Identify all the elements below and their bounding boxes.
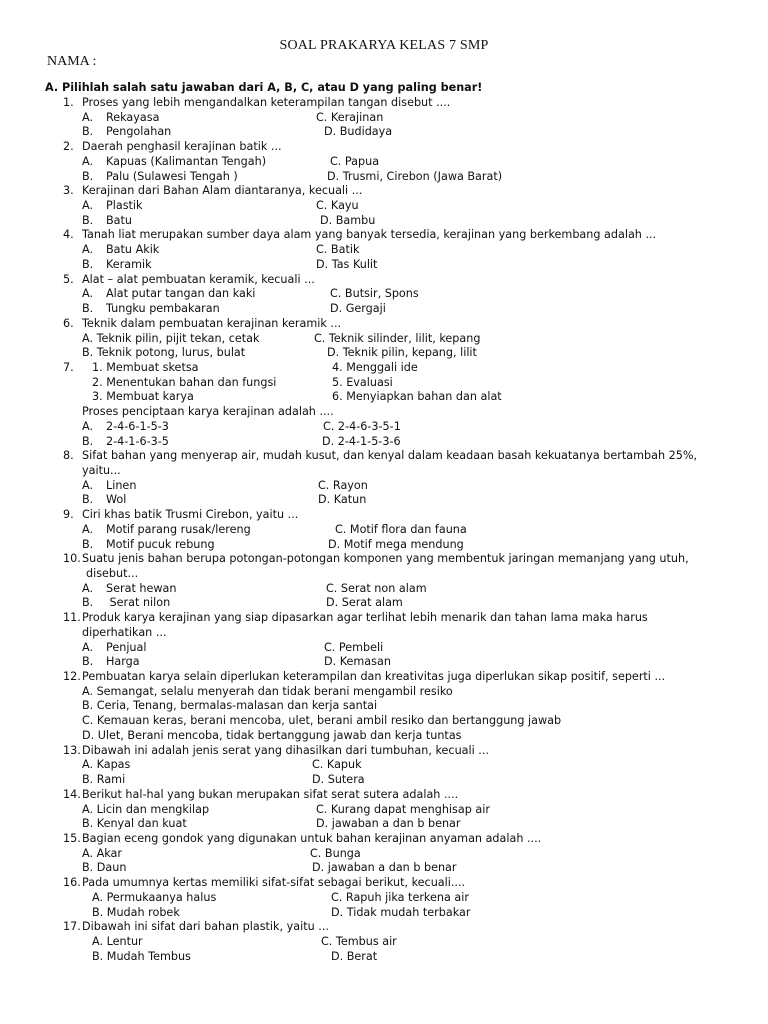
options-row <box>0 243 768 258</box>
option-d: D. Sutera <box>312 773 365 787</box>
option-a: A. Motif parang rusak/lereng <box>82 522 251 536</box>
option-b: B. Batu <box>82 213 133 227</box>
options-row <box>0 950 768 965</box>
option-b: B. Mudah robek <box>92 905 180 919</box>
option-b: B. Rami <box>82 773 126 787</box>
question-number: 14. <box>63 787 81 801</box>
option-a: A. Kapuas (Kalimantan Tengah) <box>82 154 267 168</box>
steps-row <box>0 376 768 391</box>
option-c: C. 2-4-6-3-5-1 <box>323 419 401 433</box>
question-number: 12. <box>63 670 81 684</box>
options-row <box>0 523 768 538</box>
question-number: 13. <box>63 743 81 757</box>
question-number: 16. <box>63 876 81 890</box>
options-row <box>0 420 768 435</box>
question-text-cont: yaitu... <box>82 463 121 477</box>
option-c: C. Kemauan keras, berani mencoba, ulet, berani ambil resiko dan bertanggung jawab <box>82 714 562 728</box>
step-6: 6. Menyiapkan bahan dan alat <box>332 390 502 404</box>
question-4 <box>0 228 768 243</box>
options-row <box>0 847 768 862</box>
option-d: D. Budidaya <box>324 125 393 139</box>
options-row <box>0 641 768 656</box>
options-row <box>0 199 768 214</box>
question-2 <box>0 140 768 155</box>
option-a: A. Penjual <box>82 640 147 654</box>
option-c: C. Batik <box>316 243 360 257</box>
option-a: A. Batu Akik <box>82 243 160 257</box>
option-d: D. jawaban a dan b benar <box>312 861 457 875</box>
question-1 <box>0 96 768 111</box>
option-d: D. Bambu <box>320 213 376 227</box>
option-b: B. Kenyal dan kuat <box>82 817 187 831</box>
options-row <box>0 935 768 950</box>
option-c: C. Butsir, Spons <box>330 287 419 301</box>
options-row <box>0 655 768 670</box>
question-text: Daerah penghasil kerajinan batik ... <box>82 140 282 154</box>
option-c: C. Rapuh jika terkena air <box>331 890 469 904</box>
question-number: 10. <box>63 552 81 566</box>
options-row <box>0 758 768 773</box>
option-b: B. Mudah Tembus <box>92 949 191 963</box>
options-row <box>0 582 768 597</box>
question-text: Tanah liat merupakan sumber daya alam yang banyak tersedia, kerajinan yang berkembang adalah ... <box>82 228 657 242</box>
options-row <box>0 125 768 140</box>
steps-row <box>0 390 768 405</box>
option-b: B. Palu (Sulawesi Tengah ) <box>82 169 238 183</box>
question-text: Bagian eceng gondok yang digunakan untuk bahan kerajinan anyaman adalah .... <box>82 831 542 845</box>
question-15 <box>0 832 768 847</box>
options-row <box>0 906 768 921</box>
options-row <box>0 493 768 508</box>
option-b: B. Tungku pembakaran <box>82 302 220 316</box>
question-text: Alat – alat pembuatan keramik, kecuali ... <box>82 272 315 286</box>
option-b: B. Pengolahan <box>82 125 172 139</box>
options-row <box>0 170 768 185</box>
options-row <box>0 435 768 450</box>
options-row <box>0 258 768 273</box>
question-12 <box>0 670 768 685</box>
options-row <box>0 538 768 553</box>
option-b: B. Motif pucuk rebung <box>82 537 215 551</box>
option-a: A. Akar <box>82 846 122 860</box>
option-d: D. Ulet, Berani mencoba, tidak bertanggung jawab dan kerja tuntas <box>82 728 462 742</box>
option-d: D. Berat <box>331 949 378 963</box>
section-heading: A. Pilihlah salah satu jawaban dari A, B, C, atau D yang paling benar! <box>45 81 483 94</box>
option-d: D. Tas Kulit <box>316 257 378 271</box>
option-a: A. Teknik pilin, pijit tekan, cetak <box>82 331 260 345</box>
options-row <box>0 596 768 611</box>
options-row <box>0 302 768 317</box>
options-row <box>0 817 768 832</box>
question-number: 9. <box>63 508 74 522</box>
question-text: Produk karya kerajinan yang siap dipasarkan agar terlihat lebih menarik dan tahan lama maka harus <box>82 611 648 625</box>
options-row <box>0 891 768 906</box>
options-row <box>0 803 768 818</box>
step-2: 2. Menentukan bahan dan fungsi <box>92 375 277 389</box>
question-3 <box>0 184 768 199</box>
question-text: Proses yang lebih mengandalkan keterampilan tangan disebut .... <box>82 96 451 109</box>
question-text-row <box>0 405 768 420</box>
question-text: Sifat bahan yang menyerap air, mudah kusut, dan kenyal dalam keadaan basah kekuatanya bertambah 25%, <box>82 449 698 463</box>
question-list <box>0 81 768 964</box>
option-a: A. Serat hewan <box>82 581 177 595</box>
option-a: A. Permukaanya halus <box>92 890 217 904</box>
step-4: 4. Menggali ide <box>332 360 418 374</box>
question-text: Dibawah ini adalah jenis serat yang dihasilkan dari tumbuhan, kecuali ... <box>82 743 489 757</box>
question-number: 17. <box>63 920 81 934</box>
question-text: Kerajinan dari Bahan Alam diantaranya, kecuali ... <box>82 184 363 198</box>
option-c: C. Pembeli <box>324 640 384 654</box>
question-14 <box>0 788 768 803</box>
question-number: 5. <box>63 272 74 286</box>
question-6 <box>0 317 768 332</box>
question-text: Ciri khas batik Trusmi Cirebon, yaitu ... <box>82 508 299 522</box>
option-c: C. Motif flora dan fauna <box>335 522 467 536</box>
question-number: 7. <box>63 360 74 374</box>
question-8 <box>0 449 768 464</box>
question-text: Pembuatan karya selain diperlukan keterampilan dan kreativitas juga diperlukan sikap positif, seperti ... <box>82 670 666 684</box>
option-d: D. Trusmi, Cirebon (Jawa Barat) <box>327 169 503 183</box>
option-a: A. Rekayasa <box>82 110 160 124</box>
option-c: C. Rayon <box>318 478 368 492</box>
question-5 <box>0 273 768 288</box>
question-text: Suatu jenis bahan berupa potongan-potongan komponen yang membentuk jaringan memanjang yang utuh, <box>82 552 689 566</box>
option-a: A. Linen <box>82 478 137 492</box>
step-1: 1. Membuat sketsa <box>92 360 199 374</box>
question-number: 15. <box>63 831 81 845</box>
option-b: B. Daun <box>82 861 127 875</box>
options-row <box>0 287 768 302</box>
question-9 <box>0 508 768 523</box>
question-10 <box>0 552 768 567</box>
options-row <box>0 773 768 788</box>
option-d: D. 2-4-1-5-3-6 <box>322 434 401 448</box>
option-b: B. Keramik <box>82 257 152 271</box>
question-text: Dibawah ini sifat dari bahan plastik, yaitu ... <box>82 920 329 934</box>
question-17 <box>0 920 768 935</box>
option-a: A. 2-4-6-1-5-3 <box>82 419 169 433</box>
question-number: 1. <box>63 96 74 109</box>
question-number: 6. <box>63 316 74 330</box>
question-text-cont: diperhatikan ... <box>82 625 167 639</box>
question-text: Teknik dalam pembuatan kerajinan keramik ... <box>82 316 342 330</box>
question-number: 4. <box>63 228 74 242</box>
question-number: 11. <box>63 611 81 625</box>
step-5: 5. Evaluasi <box>332 375 393 389</box>
option-d: D. Katun <box>318 493 367 507</box>
option-b: B. Ceria, Tenang, bermalas-malasan dan kerja santai <box>82 699 378 713</box>
option-c: C. Teknik silinder, lilit, kepang <box>314 331 481 345</box>
option-b: B. 2-4-1-6-3-5 <box>82 434 169 448</box>
options-row <box>0 332 768 347</box>
option-c: C. Kurang dapat menghisap air <box>316 802 490 816</box>
option-d: D. jawaban a dan b benar <box>316 817 461 831</box>
option-a: A. Plastik <box>82 199 143 213</box>
page-title: SOAL PRAKARYA KELAS 7 SMP <box>279 38 489 53</box>
option-a: A. Lentur <box>92 934 143 948</box>
question-text-cont: disebut... <box>86 567 139 580</box>
question-13 <box>0 744 768 759</box>
options-row <box>0 861 768 876</box>
question-text: Proses penciptaan karya kerajinan adalah .... <box>82 405 334 419</box>
option-c: C. Papua <box>330 154 380 168</box>
options-row <box>0 346 768 361</box>
option-d: D. Kemasan <box>324 655 391 669</box>
option-c: C. Bunga <box>310 846 361 860</box>
option-a: A. Semangat, selalu menyerah dan tidak berani mengambil resiko <box>82 684 453 698</box>
step-3: 3. Membuat karya <box>92 390 194 404</box>
question-16 <box>0 876 768 891</box>
option-b: B. Wol <box>82 493 127 507</box>
option-a: A. Alat putar tangan dan kaki <box>82 287 256 301</box>
options-row <box>0 214 768 229</box>
option-a: A. Kapas <box>82 758 131 772</box>
question-number: 2. <box>63 140 74 154</box>
option-c: C. Serat non alam <box>326 581 427 595</box>
options-row <box>0 155 768 170</box>
option-c: C. Kerajinan <box>316 110 384 124</box>
options-row <box>0 111 768 126</box>
question-text: Pada umumnya kertas memiliki sifat-sifat sebagai berikut, kecuali.... <box>82 876 466 890</box>
question-11 <box>0 611 768 626</box>
option-c: C. Tembus air <box>321 934 397 948</box>
question-number: 8. <box>63 449 74 463</box>
option-b: B. Harga <box>82 655 140 669</box>
option-d: D. Tidak mudah terbakar <box>331 905 471 919</box>
option-c: C. Kapuk <box>312 758 362 772</box>
option-d: D. Gergaji <box>330 302 386 316</box>
options-row <box>0 479 768 494</box>
option-b: B. Serat nilon <box>82 596 171 610</box>
question-number: 3. <box>63 184 74 198</box>
option-a: A. Licin dan mengkilap <box>82 802 210 816</box>
option-d: D. Serat alam <box>326 596 403 610</box>
name-field-label: NAMA : <box>47 54 97 69</box>
option-d: D. Motif mega mendung <box>328 537 464 551</box>
option-d: D. Teknik pilin, kepang, lilit <box>327 346 477 360</box>
question-text: Berikut hal-hal yang bukan merupakan sifat serat sutera adalah .... <box>82 787 459 801</box>
option-b: B. Teknik potong, lurus, bulat <box>82 346 246 360</box>
question-7 <box>0 361 768 376</box>
option-c: C. Kayu <box>316 199 359 213</box>
